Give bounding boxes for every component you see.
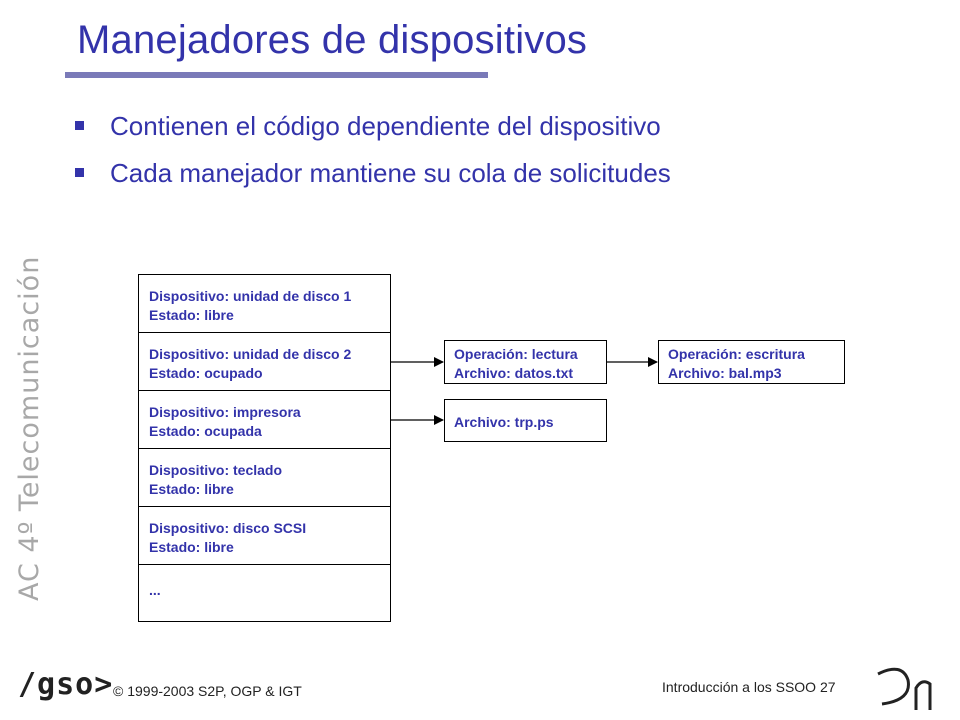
side-watermark-text: AC 4º Telecomunicación [14, 255, 45, 601]
course-page-label: Introducción a los SSOO 27 [662, 679, 836, 695]
request-operation: Operación: lectura [454, 346, 578, 362]
device-name: Dispositivo: disco SCSI [149, 520, 307, 536]
device-name: Dispositivo: teclado [149, 462, 283, 478]
slide-title: Manejadores de dispositivos [77, 18, 588, 62]
device-name: Dispositivo: impresora [149, 404, 301, 420]
device-state: Estado: libre [149, 481, 234, 497]
device-ellipsis: ... [149, 582, 161, 598]
device-state: Estado: ocupado [149, 365, 263, 381]
device-state: Estado: ocupada [149, 423, 262, 439]
corner-logo-icon [872, 660, 942, 712]
gso-logo: /gso> [18, 667, 114, 702]
request-file: Archivo: bal.mp3 [668, 365, 782, 381]
device-name: Dispositivo: unidad de disco 1 [149, 288, 352, 304]
request-operation: Operación: escritura [668, 346, 805, 362]
bullet-text: Contienen el código dependiente del dispositivo [110, 111, 661, 141]
device-state: Estado: libre [149, 307, 234, 323]
copyright-text: © 1999-2003 S2P, OGP & IGT [113, 683, 302, 699]
bullet-text: Cada manejador mantiene su cola de solicitudes [110, 158, 671, 188]
request-file: Archivo: trp.ps [454, 414, 554, 430]
device-name: Dispositivo: unidad de disco 2 [149, 346, 352, 362]
device-state: Estado: libre [149, 539, 234, 555]
request-file: Archivo: datos.txt [454, 365, 574, 381]
